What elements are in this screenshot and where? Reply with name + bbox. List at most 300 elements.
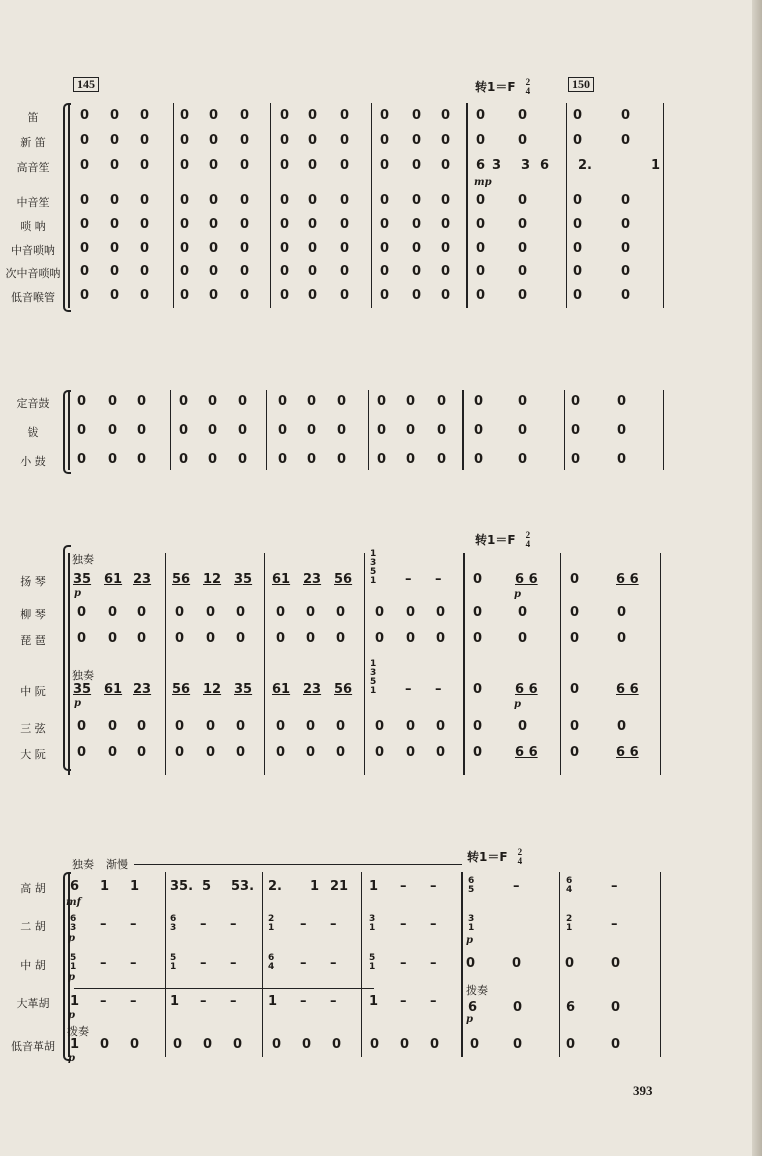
rest-zero: 0	[236, 631, 246, 646]
rest-zero: 0	[140, 288, 150, 303]
rest-zero: 0	[110, 288, 120, 303]
rest-zero: 0	[573, 288, 583, 303]
rest-zero: 0	[280, 264, 290, 279]
rest-zero: 0	[209, 241, 219, 256]
rest-zero: 0	[140, 108, 150, 123]
rest-zero: 0	[570, 682, 580, 697]
rest-zero: 0	[430, 1037, 440, 1052]
rest-zero: 0	[180, 217, 190, 232]
melody-group: 61	[104, 572, 123, 587]
rest-zero: 0	[375, 605, 385, 620]
solo-mark-zhongruan: 独奏	[72, 669, 94, 682]
sustain-dash: –	[130, 956, 137, 971]
time-sig-den: 4	[525, 86, 531, 97]
key-change-text: 转1＝F	[467, 850, 508, 864]
dynamic-p: p	[514, 589, 521, 600]
rest-zero: 0	[412, 241, 422, 256]
rest-zero: 0	[406, 605, 416, 620]
rest-zero: 0	[203, 1037, 213, 1052]
barline	[364, 553, 365, 775]
rest-zero: 0	[236, 745, 246, 760]
tie-line	[74, 988, 374, 989]
melody-group: 12	[203, 682, 222, 697]
note-pair: 6 6	[515, 572, 538, 587]
melody-note: 53.	[231, 879, 255, 894]
sustain-dash: –	[405, 572, 412, 587]
chord: 5 1	[369, 953, 376, 972]
rest-zero: 0	[570, 631, 580, 646]
rest-zero: 0	[280, 241, 290, 256]
rest-zero: 0	[621, 108, 631, 123]
rest-zero: 0	[473, 719, 483, 734]
instrument-label: 中 阮	[20, 685, 46, 698]
rest-zero: 0	[110, 264, 120, 279]
rest-zero: 0	[621, 241, 631, 256]
rest-zero: 0	[80, 108, 90, 123]
rest-zero: 0	[308, 288, 318, 303]
rest-zero: 0	[621, 264, 631, 279]
rest-zero: 0	[77, 605, 87, 620]
rest-zero: 0	[110, 217, 120, 232]
sustain-dash: –	[230, 994, 237, 1009]
rest-zero: 0	[337, 452, 347, 467]
time-signature	[518, 848, 523, 866]
melody-note: 1	[369, 879, 379, 894]
rest-zero: 0	[209, 158, 219, 173]
page-edge	[752, 0, 762, 1156]
instrument-label: 高音笙	[16, 161, 50, 174]
rest-zero: 0	[280, 193, 290, 208]
rest-zero: 0	[236, 605, 246, 620]
rest-zero: 0	[209, 288, 219, 303]
rest-zero: 0	[340, 217, 350, 232]
barline	[68, 103, 70, 308]
instrument-label: 大革胡	[16, 997, 50, 1010]
rest-zero: 0	[180, 193, 190, 208]
melody-group: 35	[73, 682, 92, 697]
rest-zero: 0	[380, 193, 390, 208]
rest-zero: 0	[518, 193, 528, 208]
rest-zero: 0	[240, 193, 250, 208]
melody-group: 35	[234, 572, 253, 587]
rest-zero: 0	[336, 631, 346, 646]
rest-zero: 0	[137, 605, 147, 620]
rest-zero: 0	[137, 394, 147, 409]
rest-zero: 0	[206, 631, 216, 646]
rest-zero: 0	[108, 452, 118, 467]
rest-zero: 0	[280, 288, 290, 303]
sustain-dash: –	[100, 994, 107, 1009]
rest-zero: 0	[617, 605, 627, 620]
barline	[264, 553, 265, 775]
rest-zero: 0	[573, 264, 583, 279]
note-pair: 6 6	[616, 682, 639, 697]
instrument-label: 次中音唢呐	[5, 267, 61, 280]
time-sig-num: 2	[517, 847, 523, 858]
note-pair: 6 6	[616, 745, 639, 760]
rest-zero: 0	[566, 1037, 576, 1052]
rest-zero: 0	[276, 745, 286, 760]
melody-group: 23	[303, 682, 322, 697]
rest-zero: 0	[617, 423, 627, 438]
rest-zero: 0	[518, 241, 528, 256]
rest-zero: 0	[441, 217, 451, 232]
rest-zero: 0	[77, 423, 87, 438]
rest-zero: 0	[233, 1037, 243, 1052]
rest-zero: 0	[340, 193, 350, 208]
rest-zero: 0	[276, 631, 286, 646]
melody-note: 2.	[578, 158, 592, 173]
rest-zero: 0	[570, 745, 580, 760]
rest-zero: 0	[307, 452, 317, 467]
instrument-label: 低音喉管	[11, 291, 55, 304]
sustain-dash: –	[430, 994, 437, 1009]
rest-zero: 0	[278, 423, 288, 438]
barline	[663, 390, 664, 470]
instrument-label: 中音唢呐	[11, 244, 55, 257]
rest-zero: 0	[436, 605, 446, 620]
melody-group: 35	[73, 572, 92, 587]
rest-zero: 0	[137, 719, 147, 734]
rest-zero: 0	[140, 133, 150, 148]
sustain-dash: –	[300, 994, 307, 1009]
rest-zero: 0	[77, 631, 87, 646]
melody-note: 35.	[170, 879, 194, 894]
rest-zero: 0	[137, 452, 147, 467]
instrument-label: 大 阮	[20, 748, 46, 761]
rest-zero: 0	[336, 745, 346, 760]
instrument-label: 中音笙	[16, 196, 50, 209]
rest-zero: 0	[441, 264, 451, 279]
rest-zero: 0	[412, 133, 422, 148]
rest-zero: 0	[476, 264, 486, 279]
rest-zero: 0	[473, 745, 483, 760]
rest-zero: 0	[611, 1037, 621, 1052]
rest-zero: 0	[80, 193, 90, 208]
rest-zero: 0	[110, 193, 120, 208]
rest-zero: 0	[80, 264, 90, 279]
rest-zero: 0	[570, 719, 580, 734]
rest-zero: 0	[437, 394, 447, 409]
rest-zero: 0	[209, 193, 219, 208]
instrument-label: 柳 琴	[20, 608, 46, 621]
rest-zero: 0	[206, 719, 216, 734]
melody-note: 1	[100, 879, 110, 894]
rest-zero: 0	[108, 605, 118, 620]
melody-note: 21	[330, 879, 349, 894]
melody-group: 56	[334, 572, 353, 587]
rest-zero: 0	[473, 605, 483, 620]
rest-zero: 0	[280, 108, 290, 123]
rest-zero: 0	[206, 605, 216, 620]
barline	[660, 872, 661, 1057]
rest-zero: 0	[513, 1037, 523, 1052]
rest-zero: 0	[617, 394, 627, 409]
chord: 1 3 5 1	[370, 659, 377, 696]
melody-group: 56	[172, 682, 191, 697]
rest-zero: 0	[573, 217, 583, 232]
rest-zero: 0	[441, 288, 451, 303]
rest-zero: 0	[621, 217, 631, 232]
sustain-dash: –	[300, 956, 307, 971]
tempo-extension-line	[134, 864, 462, 865]
rest-zero: 0	[208, 452, 218, 467]
rest-zero: 0	[77, 745, 87, 760]
rest-zero: 0	[80, 288, 90, 303]
rest-zero: 0	[140, 158, 150, 173]
rest-zero: 0	[380, 133, 390, 148]
dynamic-p: p	[514, 699, 521, 710]
rest-zero: 0	[476, 193, 486, 208]
rest-zero: 0	[406, 631, 416, 646]
sustain-dash: –	[200, 994, 207, 1009]
sustain-dash: –	[230, 956, 237, 971]
rest-zero: 0	[306, 605, 316, 620]
rest-zero: 0	[611, 956, 621, 971]
note-pair: 6 6	[515, 682, 538, 697]
rest-zero: 0	[180, 133, 190, 148]
rest-zero: 0	[108, 394, 118, 409]
rest-zero: 0	[377, 394, 387, 409]
rest-zero: 0	[380, 217, 390, 232]
rest-zero: 0	[175, 745, 185, 760]
instrument-label: 二 胡	[20, 920, 46, 933]
melody-note: 6	[476, 158, 486, 173]
rest-zero: 0	[621, 133, 631, 148]
rest-zero: 0	[573, 108, 583, 123]
rest-zero: 0	[518, 394, 528, 409]
melody-group: 56	[334, 682, 353, 697]
rest-zero: 0	[340, 133, 350, 148]
rest-zero: 0	[306, 745, 316, 760]
bass-note: 6	[566, 1000, 576, 1015]
barline	[266, 390, 267, 470]
rest-zero: 0	[308, 193, 318, 208]
rest-zero: 0	[140, 217, 150, 232]
dynamic-p: p	[68, 933, 75, 944]
sustain-dash: –	[400, 879, 407, 894]
barline	[173, 103, 174, 308]
rest-zero: 0	[180, 288, 190, 303]
rest-zero: 0	[140, 241, 150, 256]
rest-zero: 0	[307, 423, 317, 438]
bass-note: 1	[70, 994, 80, 1009]
rest-zero: 0	[570, 572, 580, 587]
dynamic-p: p	[74, 588, 81, 599]
pizz-mark-diyingehu: 拨奏	[67, 1025, 89, 1038]
time-sig-den: 4	[525, 539, 531, 550]
barline	[68, 390, 70, 470]
rest-zero: 0	[280, 158, 290, 173]
rest-zero: 0	[108, 631, 118, 646]
rest-zero: 0	[340, 241, 350, 256]
rest-zero: 0	[238, 423, 248, 438]
sustain-dash: –	[430, 879, 437, 894]
rest-zero: 0	[571, 394, 581, 409]
rest-zero: 0	[436, 745, 446, 760]
rest-zero: 0	[80, 158, 90, 173]
dynamic-p: p	[466, 935, 473, 946]
rest-zero: 0	[518, 217, 528, 232]
rest-zero: 0	[307, 394, 317, 409]
rest-zero: 0	[337, 423, 347, 438]
rest-zero: 0	[611, 1000, 621, 1015]
tempo-mark: 渐慢	[106, 858, 128, 871]
rest-zero: 0	[209, 133, 219, 148]
sustain-dash: –	[400, 956, 407, 971]
rest-zero: 0	[518, 452, 528, 467]
barline	[466, 103, 468, 308]
chord: 6 3	[170, 914, 177, 933]
melody-note: 2.	[268, 879, 282, 894]
rest-zero: 0	[412, 108, 422, 123]
melody-group: 23	[133, 682, 152, 697]
time-sig-num: 2	[525, 77, 531, 88]
instrument-label: 新 笛	[20, 136, 46, 149]
solo-mark-gaohu: 独奏	[72, 858, 94, 871]
rest-zero: 0	[406, 423, 416, 438]
barline	[361, 872, 362, 1057]
rest-zero: 0	[140, 264, 150, 279]
barline	[170, 390, 171, 470]
note-pair: 6 6	[616, 572, 639, 587]
solo-mark-yangqin: 独奏	[72, 553, 94, 566]
melody-note: 1	[130, 879, 140, 894]
dynamic-p: p	[68, 1010, 75, 1021]
rest-zero: 0	[621, 193, 631, 208]
rest-zero: 0	[340, 108, 350, 123]
melody-group: 61	[272, 682, 291, 697]
rest-zero: 0	[208, 423, 218, 438]
sustain-dash: –	[100, 956, 107, 971]
instrument-label: 琵 琶	[20, 634, 46, 647]
rest-zero: 0	[80, 241, 90, 256]
dynamic-p: p	[466, 1014, 473, 1025]
barline	[165, 872, 166, 1057]
melody-note: 6	[540, 158, 550, 173]
rest-zero: 0	[377, 423, 387, 438]
dynamic-mf: mf	[66, 897, 81, 908]
rest-zero: 0	[240, 241, 250, 256]
rest-zero: 0	[308, 264, 318, 279]
rest-zero: 0	[412, 288, 422, 303]
rest-zero: 0	[617, 452, 627, 467]
rest-zero: 0	[175, 631, 185, 646]
rest-zero: 0	[375, 745, 385, 760]
rest-zero: 0	[236, 719, 246, 734]
page-number: 393	[633, 1083, 653, 1098]
instrument-label: 笛	[27, 111, 39, 124]
rest-zero: 0	[308, 241, 318, 256]
rest-zero: 0	[240, 158, 250, 173]
rest-zero: 0	[340, 288, 350, 303]
sustain-dash: –	[430, 917, 437, 932]
rest-zero: 0	[110, 158, 120, 173]
rest-zero: 0	[173, 1037, 183, 1052]
rest-zero: 0	[240, 108, 250, 123]
chord: 1 3 5 1	[370, 549, 377, 586]
rest-zero: 0	[180, 158, 190, 173]
rest-zero: 0	[238, 452, 248, 467]
rest-zero: 0	[473, 682, 483, 697]
instrument-label: 小 鼓	[20, 455, 46, 468]
sustain-dash: –	[400, 917, 407, 932]
key-change-plucked	[475, 531, 530, 549]
rest-zero: 0	[375, 719, 385, 734]
rest-zero: 0	[571, 452, 581, 467]
bass-note: 6	[468, 1000, 478, 1015]
sustain-dash: –	[300, 917, 307, 932]
rest-zero: 0	[518, 108, 528, 123]
rest-zero: 0	[280, 133, 290, 148]
rest-zero: 0	[375, 631, 385, 646]
sustain-dash: –	[130, 994, 137, 1009]
instrument-label: 高 胡	[20, 882, 46, 895]
rest-zero: 0	[380, 264, 390, 279]
rest-zero: 0	[140, 193, 150, 208]
note-pair: 6 6	[515, 745, 538, 760]
barline	[660, 553, 661, 775]
rest-zero: 0	[441, 241, 451, 256]
instrument-label: 唢 呐	[20, 220, 46, 233]
rest-zero: 0	[436, 631, 446, 646]
rest-zero: 0	[518, 631, 528, 646]
time-signature	[526, 78, 531, 96]
melody-group: 23	[133, 572, 152, 587]
sustain-dash: –	[130, 917, 137, 932]
sustain-dash: –	[330, 917, 337, 932]
rest-zero: 0	[565, 956, 575, 971]
rest-zero: 0	[406, 452, 416, 467]
barline	[559, 872, 560, 1057]
sustain-dash: –	[200, 956, 207, 971]
rest-zero: 0	[308, 217, 318, 232]
melody-note: 1	[651, 158, 661, 173]
chord: 6 3	[70, 914, 77, 933]
chord: 6 4	[268, 953, 275, 972]
rest-zero: 0	[108, 423, 118, 438]
rehearsal-mark-145: 145	[73, 77, 99, 92]
sustain-dash: –	[430, 956, 437, 971]
rest-zero: 0	[441, 158, 451, 173]
melody-group: 61	[104, 682, 123, 697]
rest-zero: 0	[570, 605, 580, 620]
rest-zero: 0	[276, 719, 286, 734]
sustain-dash: –	[611, 879, 618, 894]
chord: 6 4	[566, 876, 573, 895]
rest-zero: 0	[110, 133, 120, 148]
sustain-dash: –	[330, 956, 337, 971]
barline	[560, 553, 561, 775]
rest-zero: 0	[180, 241, 190, 256]
melody-group: 61	[272, 572, 291, 587]
sustain-dash: –	[100, 917, 107, 932]
melody-note: 1	[310, 879, 320, 894]
rest-zero: 0	[100, 1037, 110, 1052]
chord: 5 1	[170, 953, 177, 972]
rest-zero: 0	[336, 719, 346, 734]
rest-zero: 0	[473, 631, 483, 646]
rest-zero: 0	[617, 719, 627, 734]
rest-zero: 0	[518, 288, 528, 303]
rest-zero: 0	[466, 956, 476, 971]
melody-group: 23	[303, 572, 322, 587]
rest-zero: 0	[512, 956, 522, 971]
barline	[462, 390, 464, 470]
barline	[262, 872, 263, 1057]
rest-zero: 0	[278, 452, 288, 467]
rest-zero: 0	[77, 719, 87, 734]
